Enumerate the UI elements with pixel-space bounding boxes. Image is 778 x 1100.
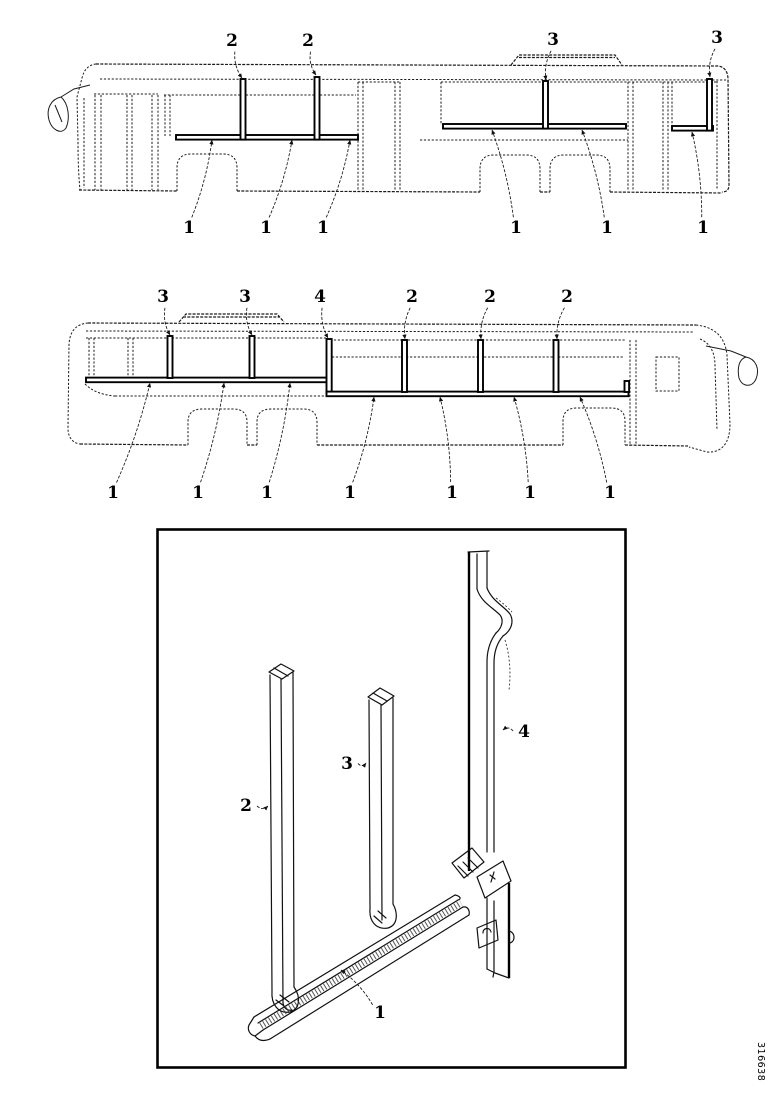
window-pillar-3-bold bbox=[543, 81, 548, 129]
waist-rail-end-stub-bold bbox=[625, 381, 630, 392]
bottom-skirt-line bbox=[79, 190, 722, 193]
front-window-band bbox=[164, 95, 356, 136]
callout-leader-2 bbox=[557, 308, 565, 339]
front-profile bbox=[689, 325, 730, 452]
callout-label-2: 2 bbox=[484, 287, 496, 307]
callout-label-1: 1 bbox=[524, 483, 536, 503]
part-4-upper-shaft bbox=[477, 552, 487, 589]
parts-detail-box bbox=[158, 530, 626, 1068]
callout-leader-1 bbox=[440, 397, 451, 482]
rear-door bbox=[628, 82, 668, 191]
callouts-top-view bbox=[183, 28, 723, 238]
callout-label-4: 4 bbox=[518, 722, 530, 742]
part-2-pillar bbox=[269, 664, 299, 1012]
callout-leader-1 bbox=[692, 132, 702, 217]
callout-label-2: 2 bbox=[561, 287, 573, 307]
waist-rail-bold bbox=[443, 124, 626, 129]
window-pillar-2-bold bbox=[241, 79, 246, 140]
front-door bbox=[94, 94, 158, 190]
callout-leader-1 bbox=[201, 383, 224, 482]
rear-window-band bbox=[420, 81, 718, 189]
part-3-pillar bbox=[368, 688, 396, 928]
part-2-top-cap bbox=[269, 664, 294, 679]
callout-label-1: 1 bbox=[697, 218, 709, 238]
callout-label-1: 1 bbox=[374, 1003, 386, 1023]
middle-door bbox=[358, 82, 400, 191]
rear-corner bbox=[68, 323, 88, 444]
callout-leader-1 bbox=[192, 140, 212, 217]
part-4-mount-plate bbox=[477, 861, 511, 898]
callout-leader-3 bbox=[358, 763, 366, 766]
callout-label-2: 2 bbox=[406, 287, 418, 307]
callout-leader-1 bbox=[353, 397, 374, 482]
waist-rail-bold bbox=[176, 135, 358, 140]
window-pillar-3-bold bbox=[168, 336, 173, 378]
callout-leader-4 bbox=[503, 728, 513, 731]
callout-label-3: 3 bbox=[157, 287, 169, 307]
part-4-bend bbox=[477, 588, 512, 636]
mirror-head bbox=[48, 97, 68, 131]
rear-wheel-arch-1 bbox=[480, 155, 540, 192]
part-4-lower-shaft bbox=[487, 633, 503, 852]
callout-label-3: 3 bbox=[341, 754, 353, 774]
callout-leader-3 bbox=[709, 49, 715, 77]
callout-label-4: 4 bbox=[314, 287, 326, 307]
rear-window bbox=[89, 338, 133, 379]
callout-leader-2 bbox=[257, 806, 268, 809]
callout-label-1: 1 bbox=[107, 483, 119, 503]
callout-leader-1 bbox=[514, 397, 528, 482]
part-4-lower-channel bbox=[487, 898, 494, 972]
window-pillar-3-bold bbox=[707, 79, 712, 131]
roof-line bbox=[88, 323, 696, 325]
callout-leader-1 bbox=[269, 383, 290, 482]
front-door bbox=[630, 340, 679, 446]
front-wheel-arch bbox=[563, 408, 625, 445]
callout-label-1: 1 bbox=[604, 483, 616, 503]
highlighted-parts bbox=[86, 336, 629, 396]
window-pillar-2-bold bbox=[478, 340, 483, 392]
callout-label-1: 1 bbox=[446, 483, 458, 503]
callout-leader-1 bbox=[582, 130, 604, 217]
callout-leader-2 bbox=[404, 308, 410, 339]
windshield-line bbox=[700, 339, 717, 430]
bus-left-side-view bbox=[48, 28, 729, 238]
callout-label-2: 2 bbox=[302, 31, 314, 51]
callout-label-1: 1 bbox=[344, 483, 356, 503]
window-pillar-3-bold bbox=[250, 336, 255, 378]
callout-leader-1 bbox=[117, 383, 150, 483]
callout-leader-1 bbox=[492, 130, 513, 217]
callout-leader-1 bbox=[580, 397, 607, 483]
rear-wheel-arch-2 bbox=[550, 155, 610, 192]
window-pillar-2-bold bbox=[402, 340, 407, 392]
callout-label-3: 3 bbox=[239, 287, 251, 307]
roof-hatch bbox=[179, 314, 284, 322]
cant-rail-line bbox=[86, 331, 694, 332]
callout-label-3: 3 bbox=[547, 30, 559, 50]
callout-label-1: 1 bbox=[260, 218, 272, 238]
mirror bbox=[706, 346, 758, 385]
mirror-arm bbox=[61, 85, 90, 97]
callout-label-3: 3 bbox=[711, 28, 723, 48]
callout-leader-2 bbox=[481, 308, 488, 339]
roof-hatch bbox=[511, 55, 622, 65]
part-4-pillar bbox=[452, 551, 514, 978]
callout-leader-1 bbox=[326, 140, 350, 217]
roof-line bbox=[96, 64, 729, 192]
rear-wheel-arch-1 bbox=[188, 409, 247, 445]
drawing-number: 316638 bbox=[755, 1042, 766, 1082]
bottom-skirt-line bbox=[80, 444, 688, 446]
front-profile bbox=[77, 64, 96, 190]
window-pillar-2-bold bbox=[554, 340, 559, 392]
detail-box-border bbox=[158, 530, 626, 1068]
part-4-bottom-end bbox=[487, 969, 509, 978]
part-3-top-cap bbox=[368, 688, 394, 705]
window-pillar-2-bold bbox=[315, 77, 320, 140]
part-3-foot bbox=[370, 904, 396, 928]
part-2-shaft bbox=[270, 672, 294, 1003]
callout-label-1: 1 bbox=[317, 218, 329, 238]
mirror bbox=[48, 85, 90, 131]
callout-leader-4 bbox=[322, 308, 328, 338]
callout-label-2: 2 bbox=[240, 796, 252, 816]
callout-leader-2 bbox=[310, 52, 316, 75]
callout-label-1: 1 bbox=[192, 483, 204, 503]
callout-label-2: 2 bbox=[226, 31, 238, 51]
rear-wheel-arch-2 bbox=[257, 409, 317, 445]
destination-sign bbox=[656, 357, 679, 391]
callout-leader-1 bbox=[269, 140, 292, 217]
mirror-head bbox=[738, 357, 757, 385]
part-4-top-cap bbox=[468, 551, 489, 552]
bus-right-side-view bbox=[68, 287, 758, 503]
highlighted-parts bbox=[176, 77, 713, 140]
callout-label-1: 1 bbox=[510, 218, 522, 238]
waist-rail-bold bbox=[86, 378, 331, 383]
window-pillar-4-bold bbox=[327, 339, 332, 393]
callout-label-1: 1 bbox=[261, 483, 273, 503]
part-1-rail bbox=[248, 895, 469, 1040]
callout-label-1: 1 bbox=[601, 218, 613, 238]
part-1-hatch-texture bbox=[261, 903, 461, 1026]
callout-label-1: 1 bbox=[183, 218, 195, 238]
front-wheel-arch bbox=[177, 154, 237, 191]
cant-rail-line bbox=[100, 79, 726, 80]
part-3-shaft bbox=[369, 698, 393, 920]
